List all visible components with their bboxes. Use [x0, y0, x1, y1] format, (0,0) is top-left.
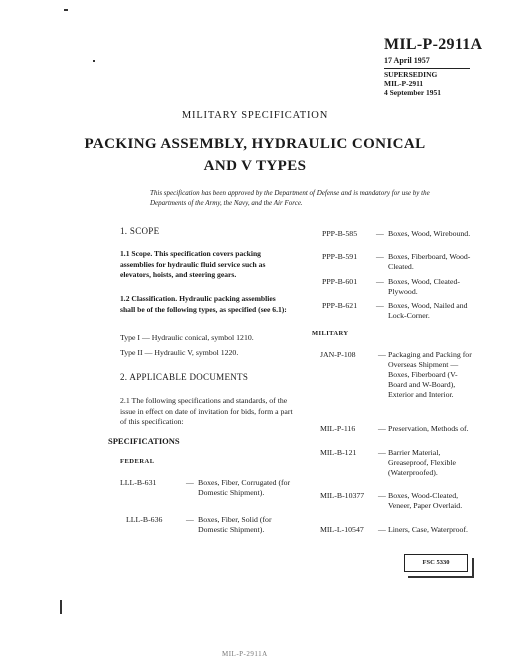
superseded-date: 4 September 1951: [384, 88, 441, 97]
specifications-heading: SPECIFICATIONS: [108, 436, 180, 446]
spec-description: Packaging and Packing for Overseas Shipment — Boxes, Fiberboard (V-Board and W-Board), Exterior and Interior.: [388, 350, 472, 399]
spec-description: Boxes, Wood, Cleated-Plywood.: [388, 277, 460, 296]
spec-description: Boxes, Wood, Nailed and Lock-Corner.: [388, 301, 468, 320]
spec-entry: [320, 525, 472, 547]
footer-code: MIL-P-2911A: [222, 650, 268, 658]
spec-description: Boxes, Wood-Cleated, Veneer, Paper Overlaid.: [388, 491, 463, 510]
spec-entry: [126, 515, 302, 549]
document-title-line-2: AND V TYPES: [203, 158, 307, 174]
spec-entry: [120, 478, 300, 512]
spec-number: JAN-P-108: [320, 350, 356, 359]
spec-description: Boxes, Fiber, Corrugated (for Domestic Shipment).: [198, 478, 291, 497]
spec-entry: [322, 229, 472, 253]
scan-speck: [64, 9, 68, 11]
spec-number: MIL-P-116: [320, 424, 356, 433]
document-title-line-1: PACKING ASSEMBLY, HYDRAULIC CONICAL: [84, 136, 426, 152]
type-line: Type I — Hydraulic conical, symbol 1210.: [120, 333, 254, 342]
spec-description: Preservation, Methods of.: [388, 424, 469, 433]
type-line: Type II — Hydraulic V, symbol 1220.: [120, 348, 239, 357]
spec-dash: —: [378, 491, 386, 500]
applicable-documents-heading: 2. APPLICABLE DOCUMENTS: [120, 372, 249, 382]
spec-number: MIL-L-10547: [320, 525, 364, 534]
applicable-documents-paragraph: 2.1 The following specifications and standards, of the issue in effect on date of invitation for bids, form a part of this specification:: [120, 396, 293, 426]
document-date: 17 April 1957: [384, 56, 430, 65]
spec-entry: [320, 350, 472, 420]
spec-entry: [320, 491, 472, 521]
spec-description: Liners, Case, Waterproof.: [388, 525, 468, 534]
spec-dash: —: [376, 301, 384, 310]
approval-note: This specification has been approved by the Department of Defense and is mandatory for use by the Departments of the Army, the Navy, and the Air Force.: [150, 189, 430, 207]
spec-description: Boxes, Wood, Wirebound.: [388, 229, 471, 238]
spec-dash: —: [378, 525, 386, 534]
fsc-box: FSC 5330: [404, 554, 468, 572]
spec-number: PPP-B-591: [322, 252, 358, 261]
header-rule: [384, 68, 470, 69]
spec-description: Boxes, Fiberboard, Wood-Cleated.: [388, 252, 471, 271]
military-heading: MILITARY: [312, 330, 349, 337]
spec-description: Barrier Material, Greaseproof, Flexible (Waterproofed).: [388, 448, 456, 477]
spec-number: LLL-B-636: [126, 515, 163, 524]
spec-entry: [322, 252, 472, 276]
spec-number: PPP-B-601: [322, 277, 358, 286]
spec-number: MIL-B-121: [320, 448, 357, 457]
scope-heading: 1. SCOPE: [120, 226, 160, 236]
spec-dash: —: [186, 515, 194, 524]
scope-paragraph: 1.1 Scope. This specification covers packing assemblies for hydraulic fluid service such as elevators, hoists, and steering gears.: [120, 249, 266, 279]
spec-entry: [322, 301, 472, 325]
spec-dash: —: [378, 448, 386, 457]
spec-number: MIL-B-10377: [320, 491, 365, 500]
spec-number: PPP-B-621: [322, 301, 358, 310]
spec-entry: [320, 424, 472, 446]
spec-dash: —: [376, 229, 384, 238]
spec-dash: —: [186, 478, 194, 487]
spec-entry: [320, 448, 472, 488]
superseded-number: MIL-P-2911: [384, 79, 424, 88]
scan-speck: [93, 60, 95, 62]
spec-number: LLL-B-631: [120, 478, 157, 487]
classification-paragraph: 1.2 Classification. Hydraulic packing assemblies shall be of the following types, as specified (see 6.1):: [120, 294, 287, 314]
spec-number: PPP-B-585: [322, 229, 358, 238]
spec-dash: —: [376, 252, 384, 261]
federal-heading: FEDERAL: [120, 458, 155, 465]
spec-dash: —: [378, 424, 386, 433]
scan-mark-left: [60, 600, 62, 614]
document-category: MILITARY SPECIFICATION: [181, 110, 329, 121]
spec-entry: [322, 277, 472, 301]
superseding-label: SUPERSEDING: [384, 70, 438, 79]
spec-dash: —: [378, 350, 386, 359]
spec-dash: —: [376, 277, 384, 286]
document-number: MIL-P-2911A: [384, 36, 483, 53]
spec-description: Boxes, Fiber, Solid (for Domestic Shipment).: [198, 515, 272, 534]
